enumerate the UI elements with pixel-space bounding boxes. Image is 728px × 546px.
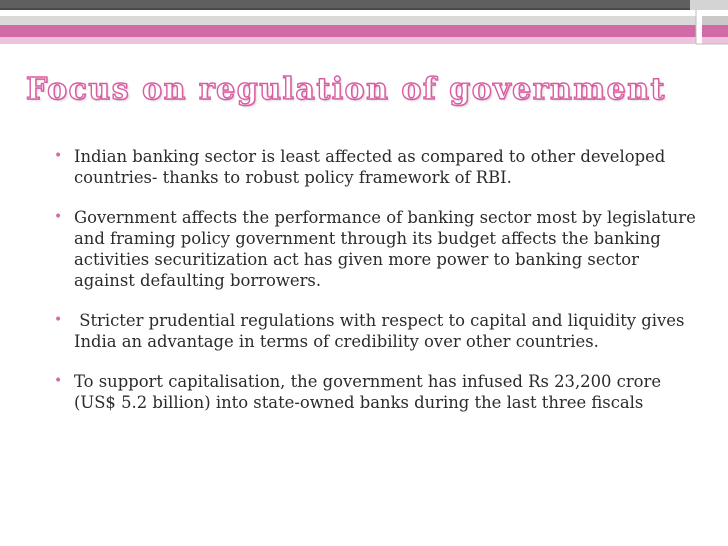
bullet-list	[52, 146, 697, 432]
bullet-dot-icon: •	[54, 148, 63, 164]
top-light-pink-band	[0, 37, 728, 44]
bullet-text: Indian banking sector is least affected as compared to other developed countries- thanks to robust policy framework of RBI.	[74, 147, 666, 187]
bullet-dot-icon: •	[54, 373, 63, 389]
bullet-item	[52, 146, 697, 188]
corner-accent-graphic	[690, 0, 728, 60]
bullet-item	[52, 207, 697, 291]
slide-title: Focus on regulation of government	[26, 72, 666, 107]
bullet-text: Government affects the performance of banking sector most by legislature and framing policy government through its budget affects the banking activities securitization act has given more power to banking sector against defaulting borrowers.	[74, 208, 696, 290]
bullet-dot-icon: •	[54, 312, 63, 328]
bullet-item	[52, 371, 697, 413]
bullet-text: To support capitalisation, the government has infused Rs 23,200 crore (US$ 5.2 billion) into state-owned banks during the last three fiscals	[74, 372, 672, 412]
bullet-dot-icon: •	[54, 209, 63, 225]
top-dark-band	[0, 0, 728, 10]
top-gray-band	[0, 16, 728, 25]
top-pink-band	[0, 25, 728, 37]
bullet-text: Stricter prudential regulations with respect to capital and liquidity gives India an advantage in terms of credibility over other countries.	[74, 311, 690, 351]
bullet-item	[52, 310, 697, 352]
